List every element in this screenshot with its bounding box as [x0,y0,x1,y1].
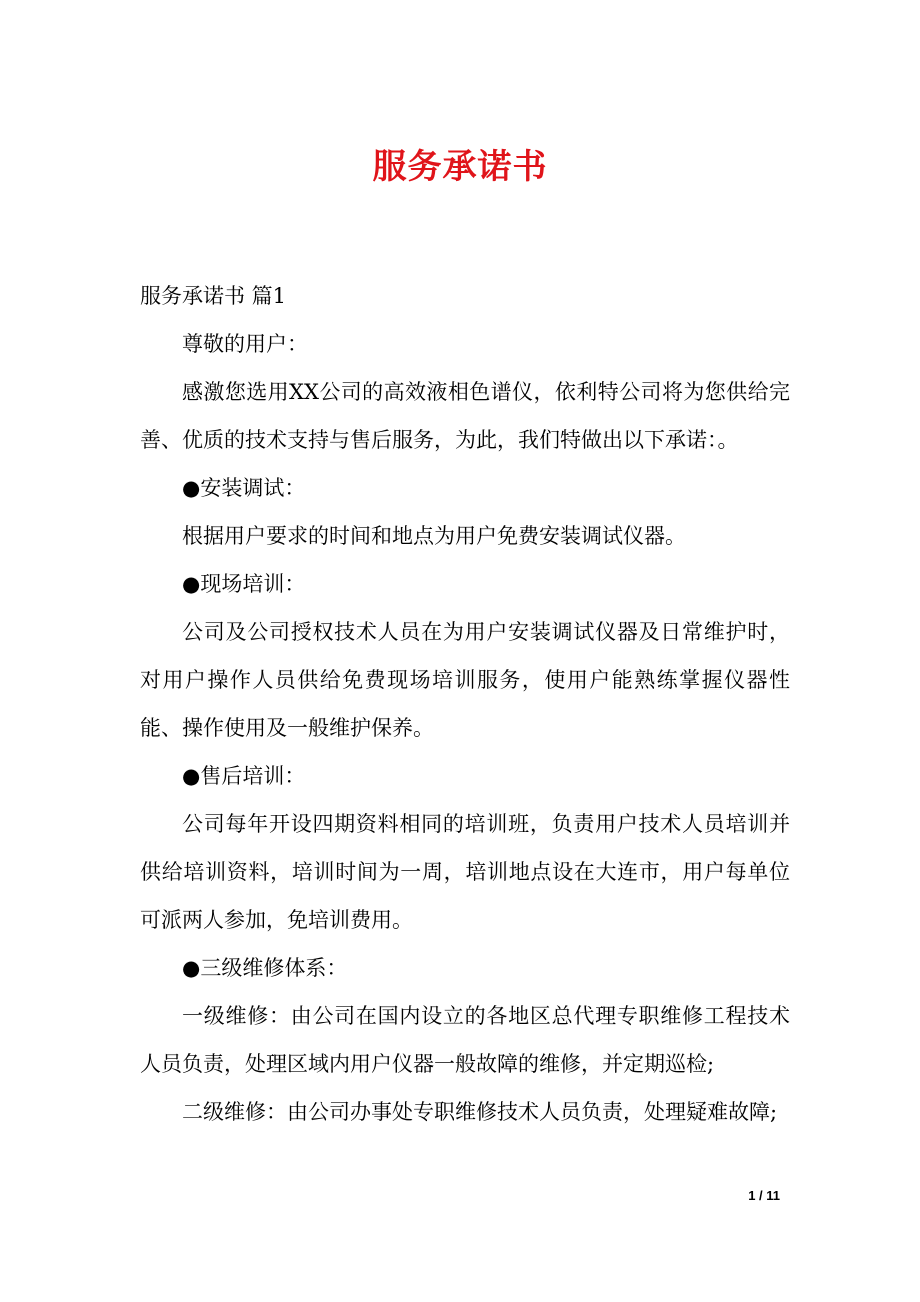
document-body [140,272,790,1136]
document-title: 服务承诺书 [372,147,548,187]
bullet-installation: ●安装调试： [182,476,306,500]
paragraph-installation: 根据用户要求的时间和地点为用户免费安装调试仪器。 [182,524,686,548]
paragraph-level1-repair: 一级维修：由公司在国内设立的各地区总代理专职维修工程技术人员负责，处理区域内用户仪器一般故障的维修，并定期巡检; [140,1004,790,1076]
section-heading: 服务承诺书 篇1 [140,284,287,308]
paragraph-aftersales-training: 公司每年开设四期资料相同的培训班，负责用户技术人员培训并供给培训资料，培训时间为一周，培训地点设在大连市，用户每单位可派两人参加，免培训费用。 [140,812,790,932]
bullet-aftersales-training: ●售后培训： [182,764,306,788]
bullet-onsite-training: ●现场培训： [182,572,306,596]
bullet-repair-system: ●三级维修体系： [182,956,348,980]
paragraph-onsite-training: 公司及公司授权技术人员在为用户安装调试仪器及日常维护时，对用户操作人员供给免费现场培训服务，使用户能熟练掌握仪器性能、操作使用及一般维护保养。 [140,620,790,740]
paragraph-intro: 感激您选用XX公司的高效液相色谱仪，依利特公司将为您供给完善、优质的技术支持与售后服务，为此，我们特做出以下承诺：。 [140,380,790,452]
salutation: 尊敬的用户： [182,332,308,356]
paragraph-level2-repair: 二级维修：由公司办事处专职维修技术人员负责，处理疑难故障; [182,1100,778,1124]
page-number: 1 / 11 [748,1188,780,1203]
